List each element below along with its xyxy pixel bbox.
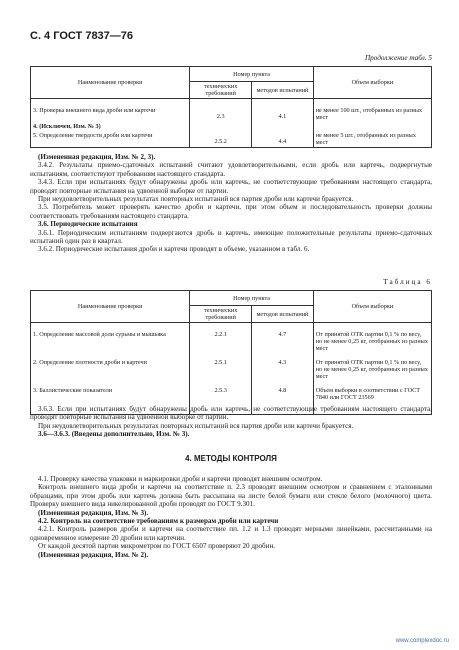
col-volume: Объем выборки [313,67,431,99]
table-row: 4. (Исключен, Изм. № 3) [31,122,432,131]
col-tech: технических требований [190,82,252,99]
text-block-1: (Измененная редакция, Изм. № 2, 3). 3.4.2. Результаты приемо-сдаточных испытаний считают удовлетворительными, если дробь или картечь, подвергнутые испытаниям, соответствуют требованиям настоящего стандарта. 3.4.3. Если при испытаниях будут обнаружены дробь или картечь, не соответствующие требованиям настоящего стандарта, проводят повторные испытания на удвоенной выборке от партии. При неудовлетворительных результатах повторных испытаний вся партия дроби или картечи бракуется. 3.5. Потребитель может проверять качество дроби и картечи, при этом объем и последовательность проверки должны соответствовать требованиям настоящего стандарта. 3.6. Периодические испытания 3.6.1. Периодическим испытаниям подвергаются дробь и картечь, имеющие положительные результаты приемо-сдаточных испытаний один раз в квартал. 3.6.2. Периодические испытания дроби и картечи проводят в объеме, указанном в табл. 6. [30,153,432,254]
table-6: Наименование проверки Номер пункта Объем выборки технических требований методов испытаний 1. Определение массовой доли сурьмы и мышьяка 2.2.1 4.7 От принятой ОТК партии 0,1 % по весу, но не менее 0,25 кг, отобранных из разных мест 2. Определение плотности дроби и картечи 2.5.1 4.3 От принятой ОТК партии 0,1 % по весу, но не менее 0,25 кг, отобранных из разных мест 3. Баллистические показатели 2.5.3 4.8 Объем выборки в соответствии с ГОСТ 7840 или ГОСТ 23569 [30,290,432,415]
table-6-label: Таблица 6 [383,278,432,286]
col-name: Наименование проверки [31,67,190,99]
table-continuation-label: Продолжение табл. 5 [364,54,432,62]
table-row: 3. Баллистические показатели 2.5.3 4.8 Объем выборки в соответствии с ГОСТ 7840 или ГОСТ 23569 [31,381,432,415]
text-block-3: 4.1. Проверку качества упаковки и маркировки дроби и картечи проводят внешним осмотром. Контроль внешнего вида дроби и картечи на соответствие п. 2.3 проводят внешним осмотром и сравнением с эталонными образцами, при этом дробь или картечь должна быть рассыпана на листе белой бумаги или стекле белого (молочного) цвета. Проверку внешнего вида никелированной дроби проводят по ГОСТ 9.301. (Измененная редакция, Изм. № 3). 4.2. Контроль на соответствие требованиям к размерам дроби или картечи 4.2.1. Контроль размеров дроби и картечи на соответствие пп. 1.2 и 1.3 проводят мерными линейками, рассчитанными на одновременное измерение 20 дробин или картечин. От каждой десятой партии микрометром по ГОСТ 6507 проверяют 20 дробин. (Измененная редакция, Изм. № 2). [30,475,432,559]
text-block-2: 3.6.3. Если при испытаниях будут обнаружены дробь или картечь, не соответствующие требованиям настоящего стандарта, проводят повторные испытания на удвоенной выборке от партии. При неудовлетворительных результатах повторных испытаний вся партия дроби или картечи бракуется. 3.6—3.6.3. (Введены дополнительно, Изм. № 3). [30,405,432,439]
table-row: 2. Определение плотности дроби и картечи 2.5.1 4.3 От принятой ОТК партии 0,1 % по весу, но не менее 0,25 кг, отобранных из разных мест [31,353,432,381]
table-row: 5. Определение твердости дроби или картечи 2.5.2 4.4 не менее 5 шт., отобранных из разных мест [31,131,432,148]
col-group: Номер пункта [190,67,313,82]
table-row: 3. Проверка внешнего вида дроби или картечи 2.3 4.1 не менее 100 шт., отобранных из разных мест [31,99,432,123]
col-methods: методов испытаний [252,82,314,99]
page-header: С. 4 ГОСТ 7837—76 [30,30,134,42]
table-5 [30,66,432,148]
section-title: 4. МЕТОДЫ КОНТРОЛЯ [185,454,277,463]
table-row: 1. Определение массовой доли сурьмы и мышьяка 2.2.1 4.7 От принятой ОТК партии 0,1 % по весу, но не менее 0,25 кг, отобранных из разных мест [31,323,432,354]
site-watermark: www.complexdoc.ru [395,638,449,644]
